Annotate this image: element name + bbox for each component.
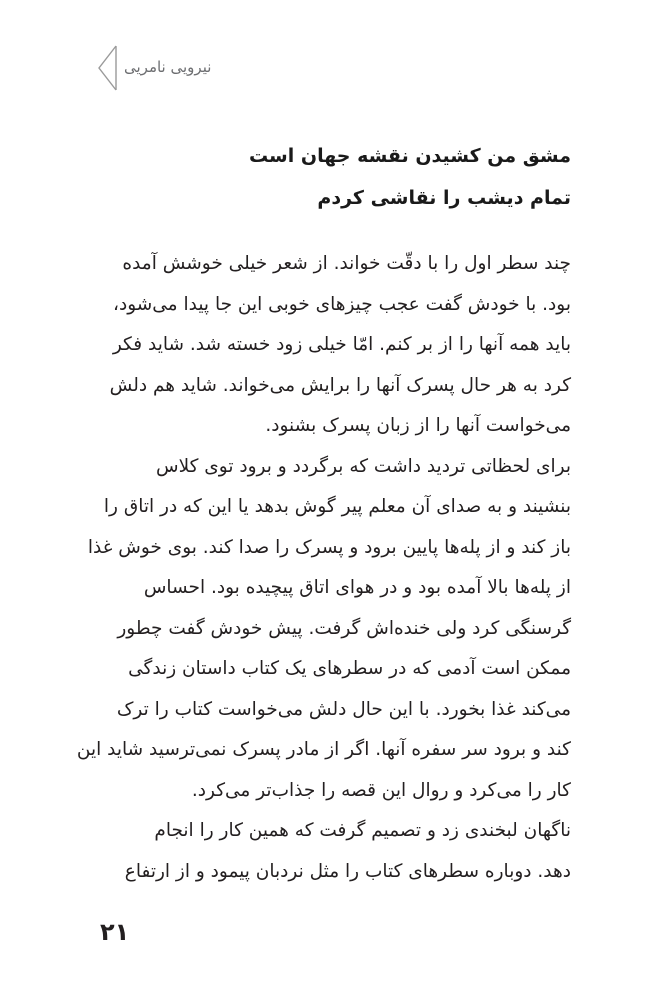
running-header bbox=[96, 40, 296, 96]
text-line: کند و برود سر سفره آنها. اگر از مادر پسرک نمی‌ترسید شاید این bbox=[76, 739, 571, 760]
text-line: از پله‌ها بالا آمده بود و در هوای اتاق پیچیده بود. احساس bbox=[143, 577, 571, 598]
text-line: گرسنگی کرد ولی خنده‌اش گرفت. پیش خودش گفت چطور bbox=[117, 617, 571, 639]
text-line: باز کند و از پله‌ها پایین برود و پسرک را صدا کند. بوی خوش غذا bbox=[87, 536, 571, 558]
text-line: ممکن است آدمی که در سطرهای یک کتاب داستان زندگی bbox=[128, 658, 571, 679]
text-line: دهد. دوباره سطرهای کتاب را مثل نردبان پیمود و از ارتفاع bbox=[124, 860, 571, 882]
text-line: کرد به هر حال پسرک آنها را برایش می‌خواند. شاید هم دلش bbox=[109, 374, 571, 396]
text-line: بود. با خودش گفت عجب چیزهای خوبی این جا پیدا می‌شود، bbox=[113, 293, 571, 315]
text-line: باید همه آنها را از بر کنم. امّا خیلی زود خسته شد. شاید فکر bbox=[112, 334, 571, 355]
text-line: می‌کند غذا بخورد. با این حال دلش می‌خواست کتاب را ترک bbox=[116, 698, 571, 720]
text-line: برای لحظاتی تردید داشت که برگردد و برود توی کلاس bbox=[155, 455, 571, 477]
poem-line: مشق من کشیدن نقشه جهان است bbox=[248, 145, 571, 167]
page-number: ۲۱ bbox=[100, 918, 130, 946]
chevron-left-icon bbox=[96, 44, 120, 92]
text-line: چند سطر اول را با دقّت خواند. از شعر خیلی خوشش آمده bbox=[122, 253, 571, 274]
poem-block bbox=[101, 135, 571, 219]
text-line: ناگهان لبخندی زد و تصمیم گرفت که همین کار را انجام bbox=[154, 820, 571, 841]
poem-line: تمام دیشب را نقاشی کردم bbox=[317, 187, 571, 209]
text-line: بنشیند و به صدای آن معلم پیر گوش بدهد یا این که در اتاق را bbox=[103, 496, 571, 517]
body-text bbox=[76, 244, 571, 892]
running-header-title: نیرویی نامریی bbox=[124, 58, 212, 76]
text-line: می‌خواست آنها را از زبان پسرک بشنود. bbox=[265, 415, 571, 436]
text-line: کار را می‌کرد و روال این قصه را جذاب‌تر می‌کرد. bbox=[191, 779, 571, 801]
